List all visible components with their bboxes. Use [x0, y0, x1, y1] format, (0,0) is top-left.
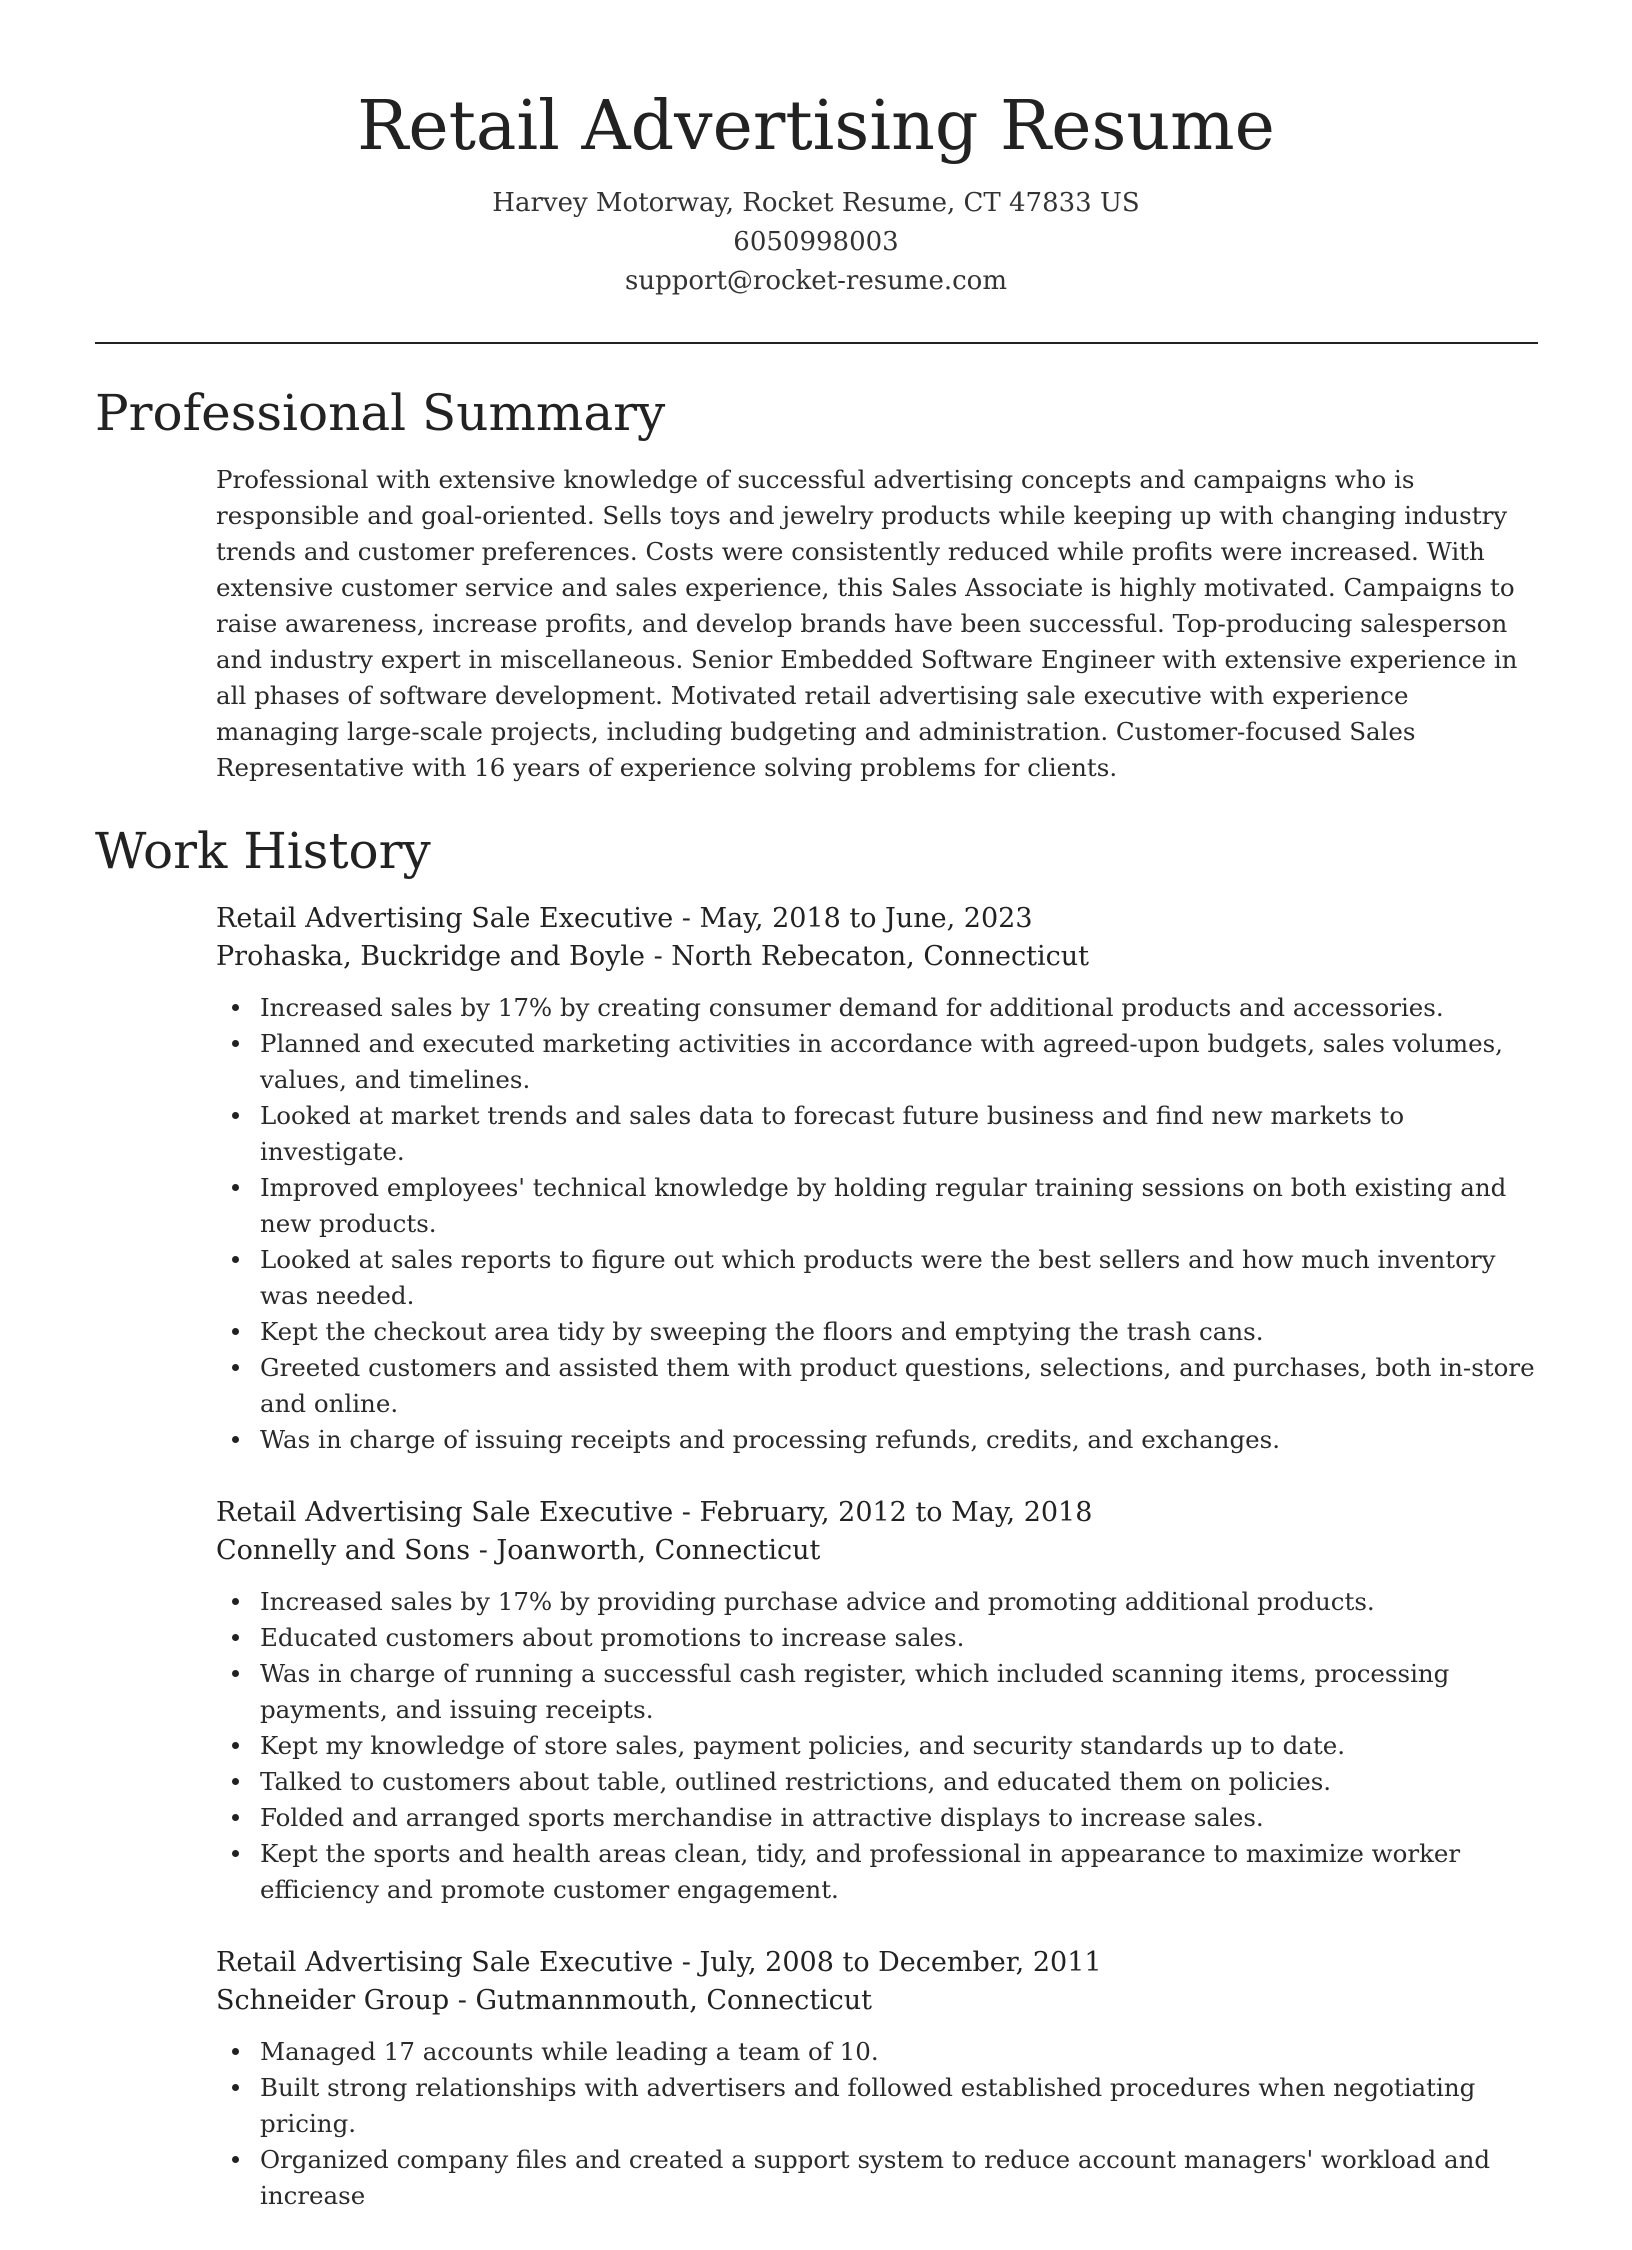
summary-body	[216, 462, 1538, 786]
job-bullet: Was in charge of running a successful cash register, which included scanning items, processing payments, and issuing receipts.	[260, 1656, 1538, 1728]
summary-text: Professional with extensive knowledge of successful advertising concepts and campaigns who is responsible and goal-oriented. Sells toys and jewelry products while keeping up with changing industry trends and customer preferences. Costs were consistently reduced while profits were increased. With extensive customer service and sales experience, this Sales Associate is highly motivated. Campaigns to raise awareness, increase profits, and develop brands have been successful. Top-producing salesperson and industry expert in miscellaneous. Senior Embedded Software Engineer with extensive experience in all phases of software development. Motivated retail advertising sale executive with experience managing large-scale projects, including budgeting and administration. Customer-focused Sales Representative with 16 years of experience solving problems for clients.	[216, 465, 1518, 782]
job-bullet: Organized company files and created a support system to reduce account managers' workload and increase	[260, 2142, 1538, 2214]
job-bullet: Looked at market trends and sales data to forecast future business and find new markets to investigate.	[260, 1098, 1538, 1170]
job-bullet: Increased sales by 17% by creating consumer demand for additional products and accessories.	[260, 990, 1538, 1026]
resume-header	[0, 82, 1632, 301]
job-location: - North Rebecaton, Connecticut	[645, 941, 1089, 972]
job-title-line	[216, 1944, 1538, 1982]
job-bullet: Looked at sales reports to figure out which products were the best sellers and how much inventory was needed.	[260, 1242, 1538, 1314]
job-dates: - May, 2018 to June, 2023	[673, 903, 1033, 934]
resume-content	[95, 378, 1538, 2250]
job-company-line	[216, 938, 1538, 976]
work-history-body	[216, 900, 1538, 2214]
contact-address: Harvey Motorway, Rocket Resume, CT 47833 US	[492, 188, 1140, 218]
job-title: Retail Advertising Sale Executive	[216, 903, 674, 934]
resume-title: Retail Advertising Resume	[357, 87, 1275, 166]
job-company-line	[216, 1982, 1538, 2020]
job-dates: - February, 2012 to May, 2018	[673, 1497, 1093, 1528]
job-title: Retail Advertising Sale Executive	[216, 1497, 674, 1528]
job-entry	[216, 1494, 1538, 1908]
summary-heading: Professional Summary	[95, 384, 666, 442]
work-history-heading: Work History	[95, 822, 431, 880]
job-bullet-list	[216, 1584, 1538, 1908]
job-bullet: Planned and executed marketing activities in accordance with agreed-upon budgets, sales volumes, values, and timelines.	[260, 1026, 1538, 1098]
job-title-line	[216, 900, 1538, 938]
job-dates: - July, 2008 to December, 2011	[673, 1947, 1102, 1978]
job-bullet: Managed 17 accounts while leading a team of 10.	[260, 2034, 1538, 2070]
job-bullet: Improved employees' technical knowledge by holding regular training sessions on both existing and new products.	[260, 1170, 1538, 1242]
job-location: - Gutmannmouth, Connecticut	[449, 1985, 873, 2016]
job-bullet: Talked to customers about table, outlined restrictions, and educated them on policies.	[260, 1764, 1538, 1800]
job-bullet-list	[216, 990, 1538, 1458]
job-bullet: Educated customers about promotions to increase sales.	[260, 1620, 1538, 1656]
contact-phone: 6050998003	[733, 227, 899, 257]
job-bullet: Greeted customers and assisted them with product questions, selections, and purchases, both in-store and online.	[260, 1350, 1538, 1422]
professional-summary-section	[95, 378, 1538, 786]
job-bullet-list	[216, 2034, 1538, 2214]
job-company: Schneider Group	[216, 1985, 450, 2016]
job-company: Prohaska, Buckridge and Boyle	[216, 941, 645, 972]
job-bullet: Kept the checkout area tidy by sweeping the floors and emptying the trash cans.	[260, 1314, 1538, 1350]
job-entry	[216, 900, 1538, 1458]
job-company: Connelly and Sons	[216, 1535, 471, 1566]
job-bullet: Kept the sports and health areas clean, tidy, and professional in appearance to maximize worker efficiency and promote customer engagement.	[260, 1836, 1538, 1908]
job-entry	[216, 1944, 1538, 2214]
job-company-line	[216, 1532, 1538, 1570]
job-location: - Joanworth, Connecticut	[470, 1535, 821, 1566]
job-bullet: Built strong relationships with advertisers and followed established procedures when negotiating pricing.	[260, 2070, 1538, 2142]
job-bullet: Was in charge of issuing receipts and processing refunds, credits, and exchanges.	[260, 1422, 1538, 1458]
work-history-section	[95, 816, 1538, 2214]
header-divider	[95, 342, 1538, 344]
job-bullet: Folded and arranged sports merchandise in attractive displays to increase sales.	[260, 1800, 1538, 1836]
job-title: Retail Advertising Sale Executive	[216, 1947, 674, 1978]
job-bullet: Kept my knowledge of store sales, payment policies, and security standards up to date.	[260, 1728, 1538, 1764]
job-bullet: Increased sales by 17% by providing purchase advice and promoting additional products.	[260, 1584, 1538, 1620]
job-title-line	[216, 1494, 1538, 1532]
contact-email: support@rocket-resume.com	[624, 266, 1007, 296]
